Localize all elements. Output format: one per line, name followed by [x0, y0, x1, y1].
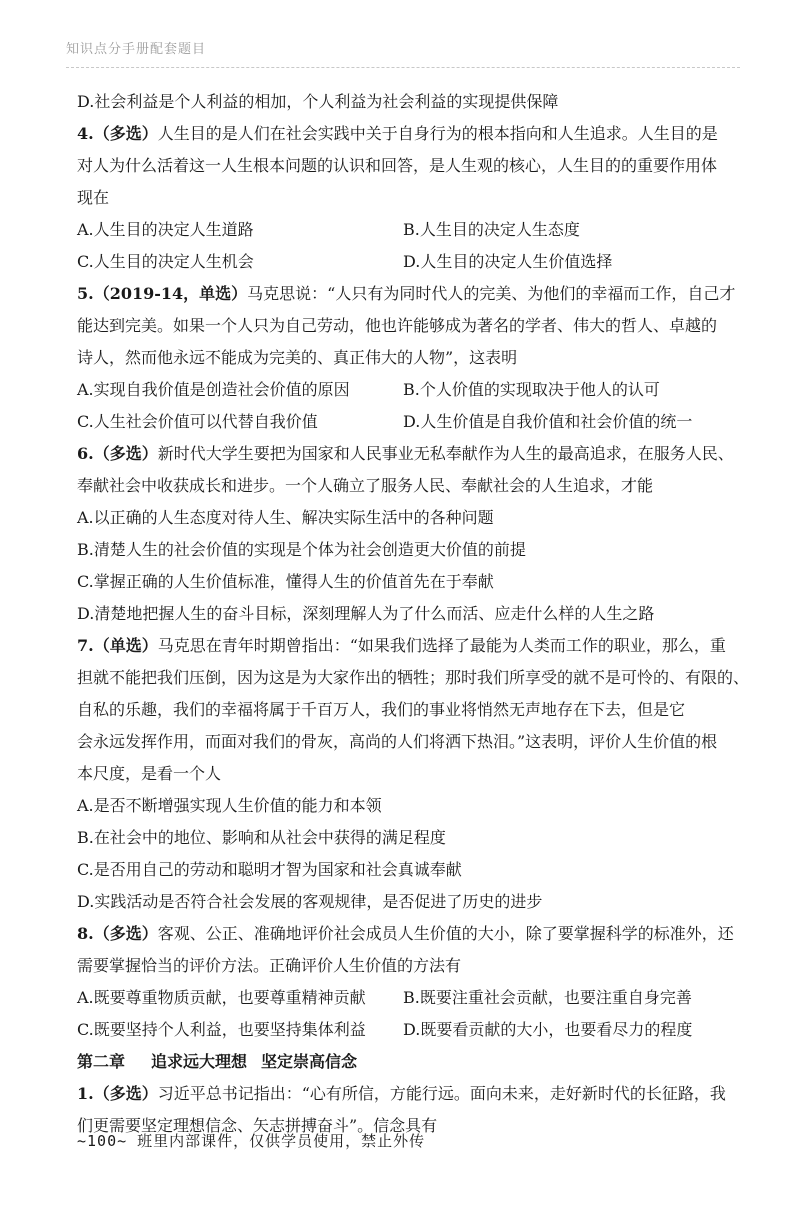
- q8-option-d: D.既要看贡献的大小，也要看尽力的程度: [403, 1020, 693, 1039]
- q5-number: 5.（2019-14，单选）: [77, 284, 248, 303]
- q6-option-a: A.以正确的人生态度对待人生、解决实际生活中的各种问题: [77, 508, 494, 527]
- q5-stem-line: 能达到完美。如果一个人只为自己劳动，他也许能够成为著名的学者、伟大的哲人、卓越的: [77, 316, 718, 335]
- c2q1-number: 1.（多选）: [77, 1084, 158, 1103]
- q4-stem-line: 现在: [77, 188, 110, 207]
- q7-option-b: B.在社会中的地位、影响和从社会中获得的满足程度: [77, 828, 446, 847]
- q7-option-a: A.是否不断增强实现人生价值的能力和本领: [77, 796, 382, 815]
- q6-stem-text: 新时代大学生要把为国家和人民事业无私奉献作为人生的最高追求，在服务人民、: [157, 444, 734, 463]
- q4-options-row: [77, 214, 745, 246]
- chapter-heading: [77, 1046, 745, 1078]
- q6-option-c: C.掌握正确的人生价值标准，懂得人生的价值首先在于奉献: [77, 572, 494, 591]
- page-header: 知识点分手册配套题目: [66, 42, 207, 57]
- q8-option-a: A.既要尊重物质贡献，也要尊重精神贡献: [77, 988, 366, 1007]
- q8-options-row: [77, 982, 745, 1014]
- q7-number: 7.（单选）: [77, 636, 158, 655]
- q6-option-d: D.清楚地把握人生的奋斗目标，深刻理解人为了什么而活、应走什么样的人生之路: [77, 604, 655, 623]
- chapter-title-a: 追求远大理想: [151, 1052, 248, 1071]
- q6-number: 6.（多选）: [77, 444, 158, 463]
- q4-stem-text: 人生目的是人们在社会实践中关于自身行为的根本指向和人生追求。人生目的是: [157, 124, 718, 143]
- page-content: [77, 86, 750, 1142]
- q4-option-a: A.人生目的决定人生道路: [77, 220, 254, 239]
- q4-stem-line: [77, 118, 745, 150]
- q6-option-b: B.清楚人生的社会价值的实现是个体为社会创造更大价值的前提: [77, 540, 526, 559]
- q5-option-a: A.实现自我价值是创造社会价值的原因: [77, 380, 350, 399]
- q4-option-c: C.人生目的决定人生机会: [77, 252, 254, 271]
- q8-option-c: C.既要坚持个人利益，也要坚持集体利益: [77, 1020, 366, 1039]
- q8-stem-text: 客观、公正、准确地评价社会成员人生价值的大小，除了要掌握科学的标准外，还: [157, 924, 734, 943]
- c2q1-stem-text: 习近平总书记指出：“心有所信，方能行远。面向未来，走好新时代的长征路，我: [157, 1084, 726, 1103]
- q5-options-row: [77, 374, 745, 406]
- q4-option-d: D.人生目的决定人生价值选择: [403, 252, 613, 271]
- chapter-label: 第二章: [77, 1052, 126, 1071]
- q5-stem-line: 诗人，然而他永远不能成为完美的、真正伟大的人物”，这表明: [77, 348, 518, 367]
- q8-stem-line: [77, 918, 745, 950]
- q7-stem-line: 担就不能把我们压倒，因为这是为大家作出的牺牲；那时我们所享受的就不是可怜的、有限的、: [77, 668, 750, 687]
- q7-stem-line: 自私的乐趣，我们的幸福将属于千百万人，我们的事业将悄然无声地存在下去，但是它: [77, 700, 686, 719]
- q5-options-row: [77, 406, 745, 438]
- q5-option-c: C.人生社会价值可以代替自我价值: [77, 412, 318, 431]
- q7-stem-text: 马克思在青年时期曾指出：“如果我们选择了最能为人类而工作的职业，那么，重: [157, 636, 726, 655]
- q7-stem-line: 会永远发挥作用，而面对我们的骨灰，高尚的人们将洒下热泪。”这表明，评价人生价值的根: [77, 732, 718, 751]
- q5-option-d: D.人生价值是自我价值和社会价值的统一: [403, 412, 693, 431]
- q4-number: 4.（多选）: [77, 124, 158, 143]
- q4-stem-line: 对人为什么活着这一人生根本问题的认识和回答，是人生观的核心，人生目的的重要作用体: [77, 156, 718, 175]
- q7-stem-line: 本尺度，是看一个人: [77, 764, 222, 783]
- q8-number: 8.（多选）: [77, 924, 158, 943]
- c2q1-stem-line: 们更需要坚定理想信念、矢志拼搏奋斗”。信念具有: [77, 1116, 438, 1135]
- page-footer: ~100~ 班里内部课件，仅供学员使用，禁止外传: [77, 1132, 426, 1150]
- q7-stem-line: [77, 630, 745, 662]
- q8-options-row: [77, 1014, 745, 1046]
- q6-stem-line: 奉献社会中收获成长和进步。一个人确立了服务人民、奉献社会的人生追求，才能: [77, 476, 654, 495]
- c2q1-stem-line: [77, 1078, 745, 1110]
- q8-option-b: B.既要注重社会贡献，也要注重自身完善: [403, 988, 692, 1007]
- q5-stem-line: [77, 278, 745, 310]
- q3-option-d: D.社会利益是个人利益的相加，个人利益为社会利益的实现提供保障: [77, 92, 559, 111]
- q6-stem-line: [77, 438, 745, 470]
- q5-option-b: B.个人价值的实现取决于他人的认可: [403, 380, 660, 399]
- q7-option-c: C.是否用自己的劳动和聪明才智为国家和社会真诚奉献: [77, 860, 462, 879]
- header-divider: [66, 67, 740, 68]
- q8-stem-line: 需要掌握恰当的评价方法。正确评价人生价值的方法有: [77, 956, 462, 975]
- q5-stem-text: 马克思说：“人只有为同时代人的完美、为他们的幸福而工作，自己才: [247, 284, 736, 303]
- q7-option-d: D.实践活动是否符合社会发展的客观规律，是否促进了历史的进步: [77, 892, 543, 911]
- q4-options-row: [77, 246, 745, 278]
- chapter-title-b: 坚定崇高信念: [261, 1052, 358, 1071]
- q4-option-b: B.人生目的决定人生态度: [403, 220, 580, 239]
